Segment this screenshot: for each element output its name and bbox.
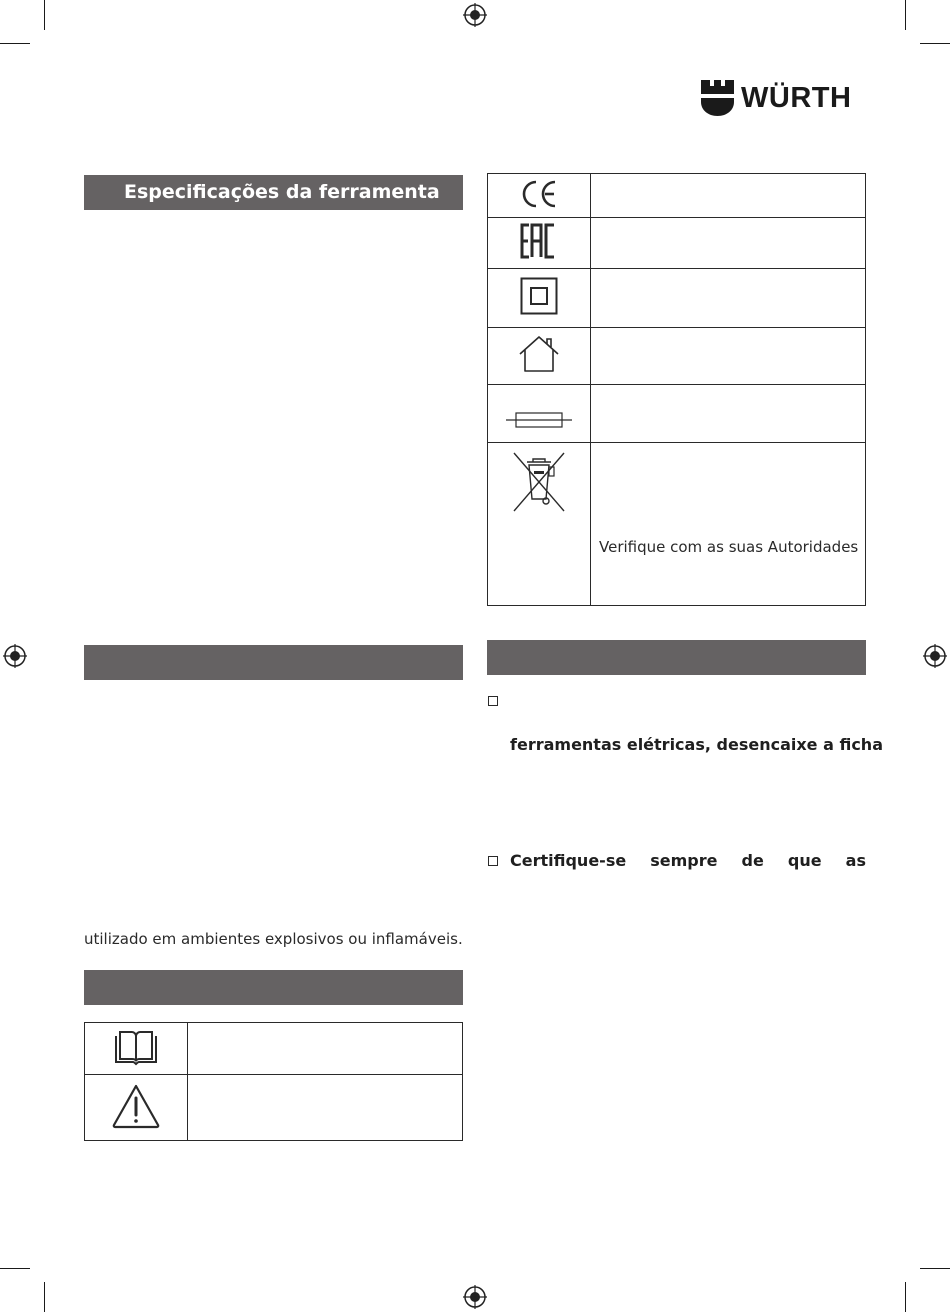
crop-mark [920, 1268, 950, 1269]
bullet-marker [488, 696, 498, 706]
manual-book-icon [113, 1028, 159, 1066]
crop-mark [44, 1282, 45, 1312]
crop-mark [44, 0, 45, 30]
crop-mark [905, 0, 906, 30]
brand-logo [701, 80, 867, 116]
symbol-description [591, 218, 866, 269]
weee-bin-icon [510, 449, 568, 517]
crop-mark [905, 1282, 906, 1312]
bullet-marker [488, 856, 498, 866]
registration-mark-icon [463, 1285, 487, 1309]
ce-mark-icon [519, 179, 559, 209]
warning-triangle-icon [111, 1083, 161, 1129]
symbol-description [591, 174, 866, 218]
explosive-warning-text: utilizado em ambientes explosivos ou inflamáveis. [84, 930, 463, 948]
section-header-bar [487, 640, 866, 675]
symbol-description: Verifique com as suas Autoridades [591, 443, 866, 606]
symbol-description [591, 328, 866, 385]
bullet-word: as [845, 851, 866, 870]
crop-mark [0, 43, 30, 44]
symbol-description [188, 1075, 463, 1141]
registration-mark-icon [3, 644, 27, 668]
bullet-word: Certifique-se [510, 851, 627, 870]
brand-name: WÜRTH [741, 82, 852, 114]
symbol-description [591, 269, 866, 328]
bullet-word: sempre [650, 851, 718, 870]
symbol-description [188, 1023, 463, 1075]
table-row [488, 174, 866, 218]
table-row [488, 269, 866, 328]
registration-mark-icon [923, 644, 947, 668]
symbols-table-right [487, 173, 866, 606]
bullet-word: que [787, 851, 822, 870]
indoor-use-icon [517, 335, 561, 373]
table-row [85, 1023, 463, 1075]
crop-mark [0, 1268, 30, 1269]
fuse-icon [506, 410, 572, 430]
bullet-text-line [510, 851, 866, 870]
table-row [488, 385, 866, 443]
section-header-bar [84, 645, 463, 680]
table-row [488, 328, 866, 385]
section-header-bar [84, 970, 463, 1005]
registration-mark-icon [463, 3, 487, 27]
symbols-table-left [84, 1022, 463, 1141]
bullet-text-line: ferramentas elétricas, desencaixe a ficha [510, 735, 883, 754]
symbol-description [591, 385, 866, 443]
spec-section-header: Especificações da ferramenta [84, 175, 463, 210]
table-row [488, 218, 866, 269]
crop-mark [920, 43, 950, 44]
bullet-word: de [741, 851, 764, 870]
wurth-emblem-icon [701, 80, 734, 116]
eac-mark-icon [520, 223, 558, 259]
double-insulation-icon [520, 277, 558, 315]
table-row [488, 443, 866, 606]
table-row [85, 1075, 463, 1141]
